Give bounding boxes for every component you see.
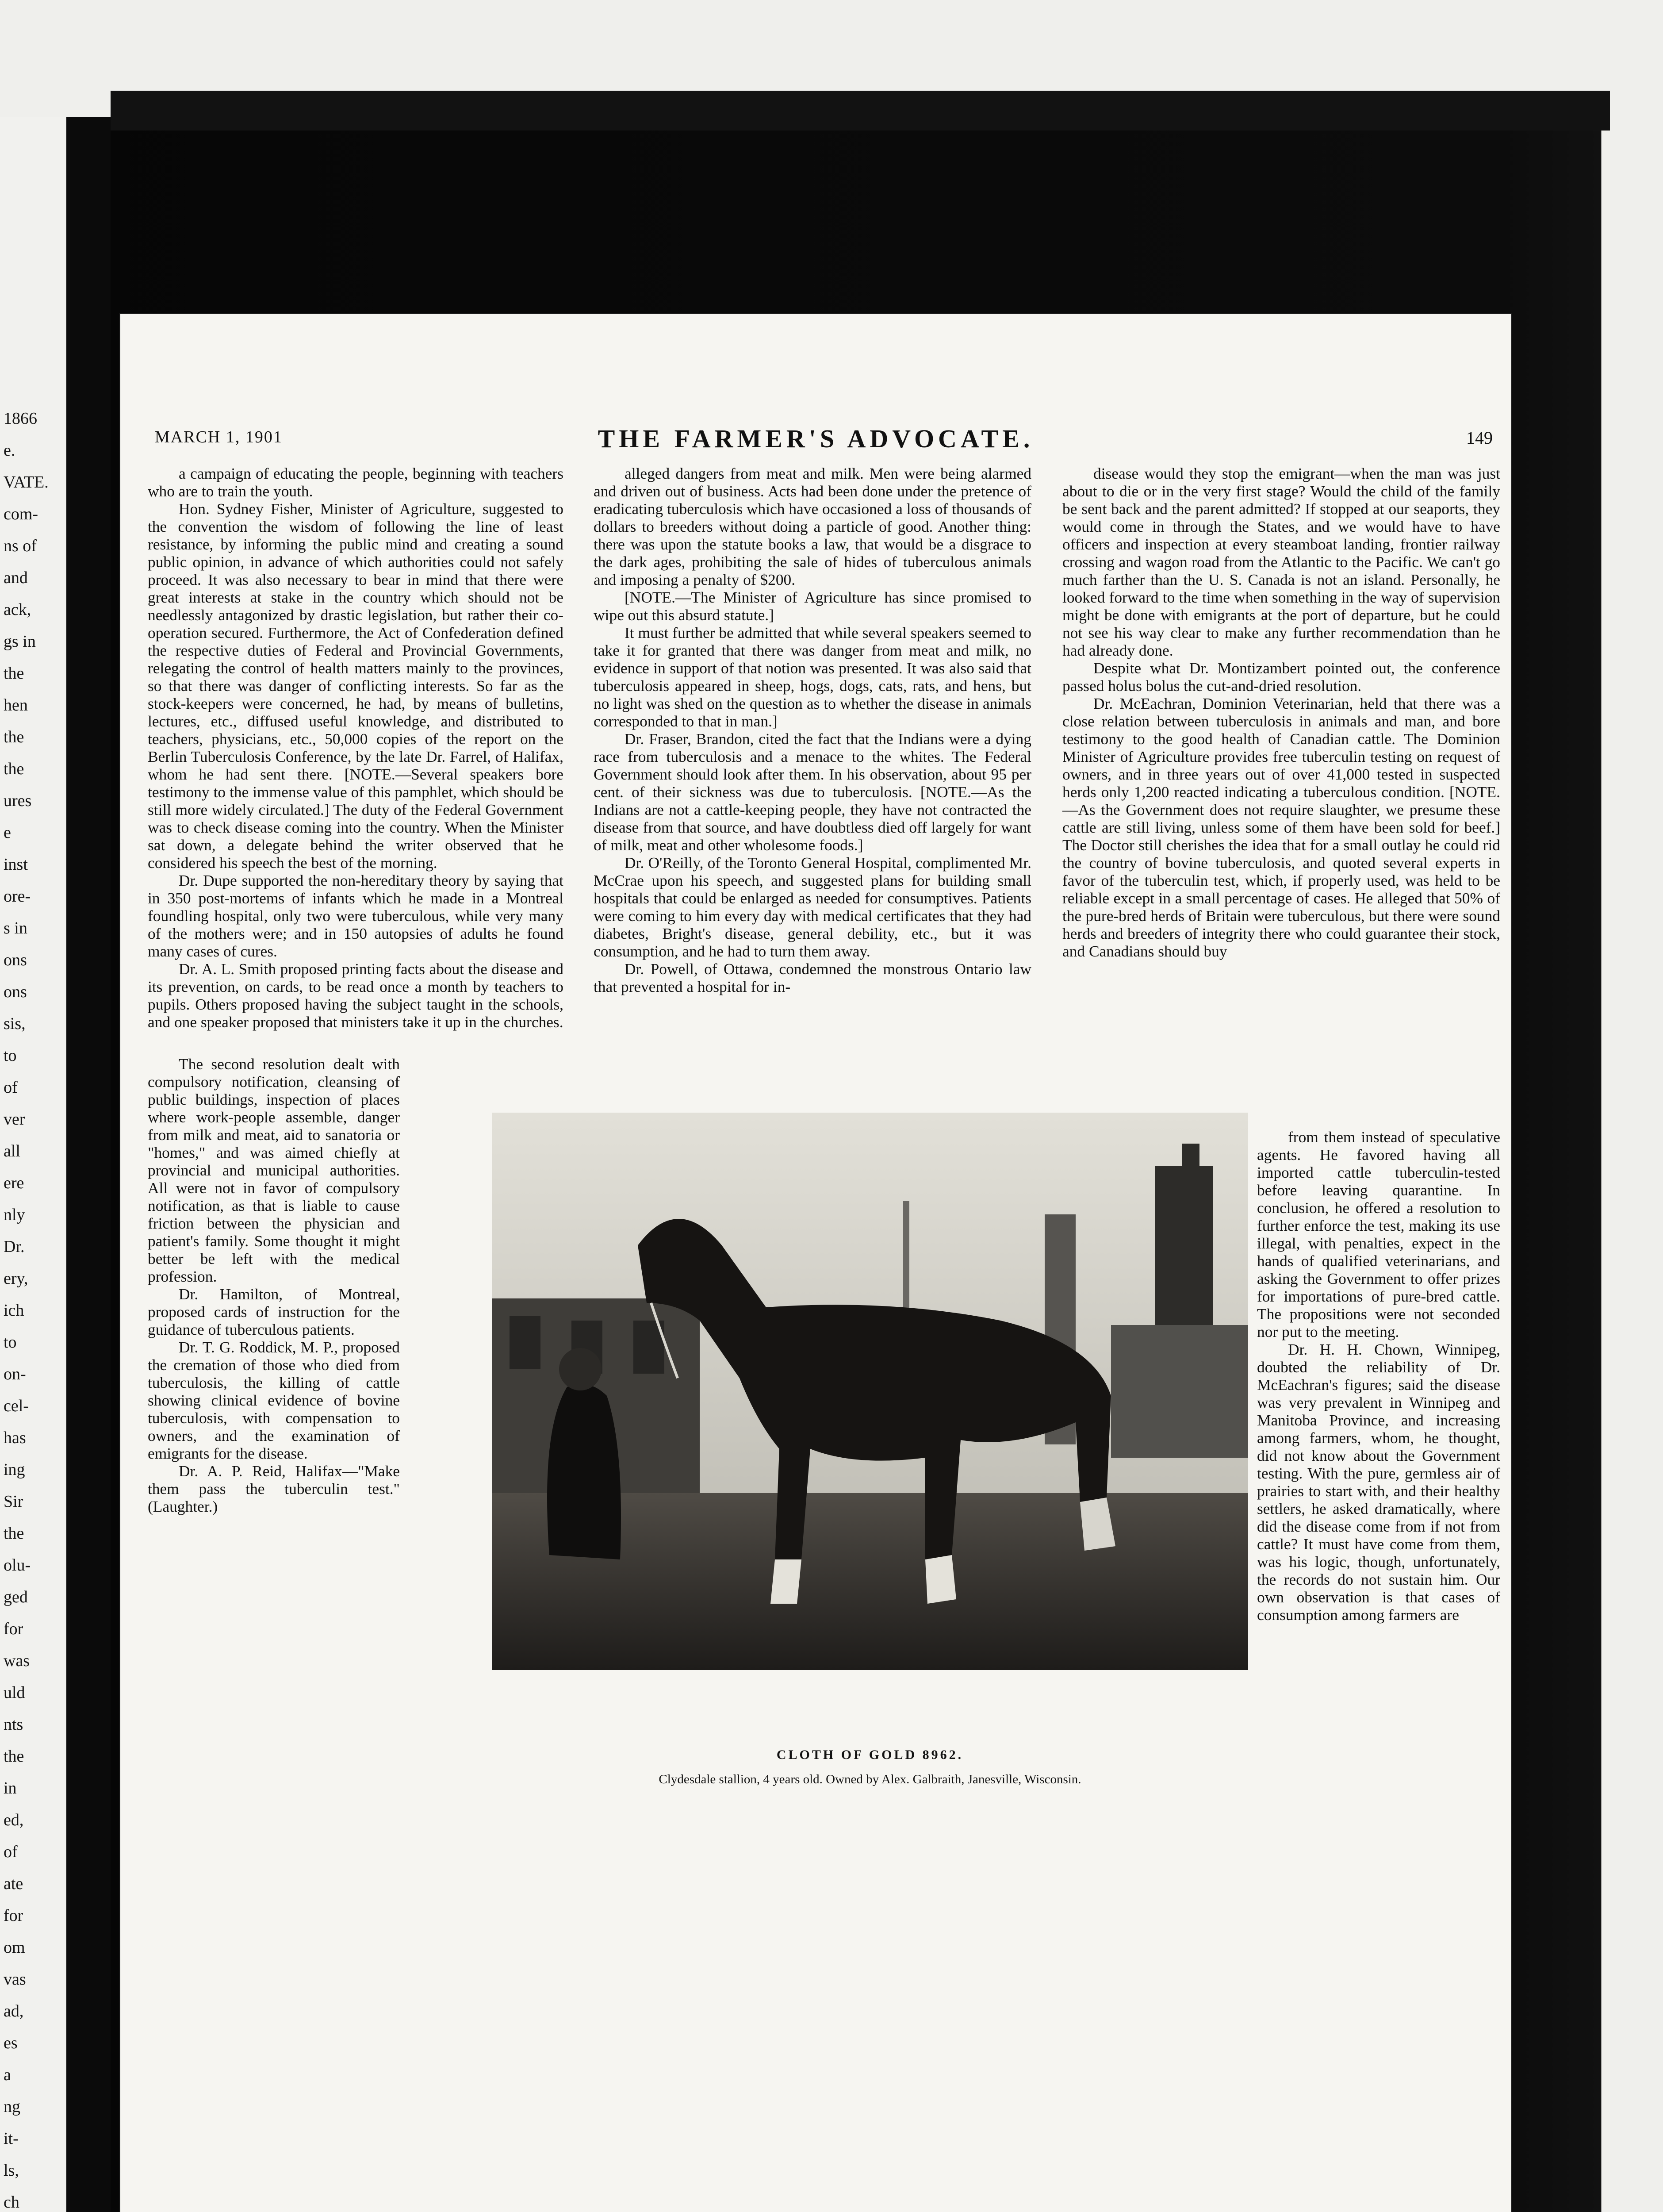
col2-top-paragraph: It must further be admitted that while several speakers seemed to take it for granted that there was danger from meat and milk, no evidence in support of that notion was presented. It was also said that tuberculosis appeared in sheep, hogs, dogs, cats, rats, and hens, but no light was shed on the question as to whether the disease in animals corresponded to that in man.]	[594, 624, 1031, 730]
left-page-fragment: ing	[4, 1460, 25, 1479]
col3-top-paragraph: Despite what Dr. Montizambert pointed out, the conference passed holus bolus the cut-and-dried resolution.	[1062, 659, 1500, 695]
column-2-top	[594, 465, 1031, 995]
left-page-fragment: of	[4, 1843, 18, 1861]
left-page-fragment: has	[4, 1429, 26, 1447]
col3-narrow-paragraph: from them instead of speculative agents. He favored having all imported cattle tuberculin-tested before leaving quarantine. In conclusion, he offered a resolution to further enforce the test, making its use illegal, with penalties, expect in the hands of qualified veterinarians, and asking the Government to offer prizes for importations of pure-bred cattle. The propositions were not seconded nor put to the meeting.	[1257, 1128, 1500, 1340]
left-page-fragment: for	[4, 1906, 23, 1925]
left-page-fragment: uld	[4, 1683, 25, 1702]
left-page-fragment: om	[4, 1938, 25, 1957]
left-page-fragment: and	[4, 568, 28, 587]
left-page-fragment: of	[4, 1078, 18, 1097]
col3-top-paragraph: disease would they stop the emigrant—when the man was just about to die or in the very first stage? Would the child of the family be sent back and the parent admitted? If stopped at our seaports, they would come in through the States, and we would have to have officers and inspection at every steamboat landing, frontier railway crossing and wagon road from the Atlantic to the Pacific. We can't go much farther than the U. S. Canada is not an island. Personally, he looked forward to the time when something in the way of supervision might be done with emigrants at the port of departure, but he could not see his way clear to make any further recommendation than he had already done.	[1062, 465, 1500, 659]
col2-top-paragraph: [NOTE.—The Minister of Agriculture has since promised to wipe out this absurd statute.]	[594, 588, 1031, 624]
left-page-fragment: in	[4, 1779, 17, 1797]
photo-caption	[492, 1747, 1248, 1787]
left-page-fragment: was	[4, 1651, 30, 1670]
left-page-fragment: ver	[4, 1110, 25, 1129]
left-page-fragment: ng	[4, 2097, 20, 2116]
column-3-top	[1062, 465, 1500, 960]
book-gutter	[66, 117, 111, 2212]
left-page-fragment: sis,	[4, 1014, 26, 1033]
col2-top-paragraph: Dr. Fraser, Brandon, cited the fact that the Indians were a dying race from tuberculosis and a menace to the whites. The Federal Government should look after them. In his observation, about 95 per cent. of their sickness was due to tuberculosis. [NOTE.—As the Indians are not a cattle-keeping people, they have not contracted the disease from that source, and have doubtless died off largely for want of milk, meat and other wholesome foods.]	[594, 730, 1031, 854]
left-page-fragment: hen	[4, 696, 28, 714]
left-page-fragment: all	[4, 1142, 20, 1160]
left-page-fragment: on-	[4, 1365, 26, 1383]
previous-page-edge	[0, 117, 75, 2212]
left-page-fragment: e	[4, 823, 11, 842]
left-page-fragment: s in	[4, 919, 27, 937]
stallion-photo	[492, 1113, 1248, 1670]
page-number: 149	[1466, 428, 1493, 448]
col3-narrow-paragraph: Dr. H. H. Chown, Winnipeg, doubted the reliability of Dr. McEachran's figures; said the disease was very prevalent in Winnipeg and Manitoba Province, and increasing among farmers, whom, he thought, did not know about the Government testing. With the pure, germless air of prairies to start with, and their healthy settlers, he asked dramatically, where did the disease come from if not from cattle? It must have come from them, was his logic, though, unfortunately, the records do not sustain him. Our own observation is that cases of consumption among farmers are	[1257, 1340, 1500, 1624]
col1-narrow-paragraph: The second resolution dealt with compulsory notification, cleansing of public buildings, inspection of places where work-people assemble, danger from milk and meat, aid to sanatoria or "homes," and was aimed chiefly at provincial and municipal authorities. All were not in favor of compulsory notification, as that is liable to cause friction between the physician and patient's family. Some thought it might better be left with the medical profession.	[148, 1055, 400, 1285]
left-page-fragment: the	[4, 728, 24, 746]
left-page-fragment: Sir	[4, 1492, 23, 1511]
caption-subtitle: Clydesdale stallion, 4 years old. Owned by Alex. Galbraith, Janesville, Wisconsin.	[659, 1772, 1081, 1786]
left-page-fragment: inst	[4, 855, 28, 874]
column-1-narrow	[148, 1055, 400, 1515]
col2-top-paragraph: Dr. Powell, of Ottawa, condemned the monstrous Ontario law that prevented a hospital for in-	[594, 960, 1031, 995]
left-page-fragment: ch	[4, 2193, 19, 2212]
col1-top-paragraph: Dr. Dupe supported the non-hereditary theory by saying that in 350 post-mortems of infants which he made in a Montreal foundling hospital, only two were tuberculous, while very many of the mothers were; and in 150 autopsies of adults he found many cases of cures.	[148, 872, 563, 960]
col1-narrow-paragraph: Dr. T. G. Roddick, M. P., proposed the cremation of those who died from tuberculosis, the killing of cattle showing clinical evidence of bovine tuberculosis, with compensation to owners, and the examination of emigrants for the disease.	[148, 1338, 400, 1462]
left-page-fragment: nts	[4, 1715, 23, 1734]
col2-top-paragraph: Dr. O'Reilly, of the Toronto General Hospital, complimented Mr. McCrae upon his speech, and suggested plans for building small hospitals that could be enlarged as needed for consumptives. Patients were coming to him every day with medical certificates that they had diabetes, Bright's disease, general debility, etc., but it was consumption, and he had to turn them away.	[594, 854, 1031, 960]
left-page-fragment: 1866	[4, 409, 37, 428]
left-page-fragment: ns of	[4, 537, 37, 555]
issue-date: MARCH 1, 1901	[155, 428, 283, 446]
col1-top-paragraph: a campaign of educating the people, beginning with teachers who are to train the youth.	[148, 465, 563, 500]
left-page-fragment: olu-	[4, 1556, 31, 1575]
left-page-fragment: ate	[4, 1874, 23, 1893]
left-page-fragment: to	[4, 1333, 17, 1352]
left-page-fragment: to	[4, 1046, 17, 1065]
left-page-fragment: ures	[4, 791, 32, 810]
left-page-fragment: the	[4, 1747, 24, 1766]
col1-top-paragraph: Dr. A. L. Smith proposed printing facts about the disease and its prevention, on cards, to be read once a month by teachers to pupils. Others proposed having the subject taught in the schools, and one speaker proposed that ministers take it up in the churches.	[148, 960, 563, 1031]
col1-narrow-paragraph: Dr. A. P. Reid, Halifax—"Make them pass the tuberculin test." (Laughter.)	[148, 1462, 400, 1515]
left-page-fragment: the	[4, 1524, 24, 1543]
left-page-fragment: ich	[4, 1301, 24, 1320]
left-page-fragment: ons	[4, 983, 27, 1001]
col1-top-paragraph: Hon. Sydney Fisher, Minister of Agriculture, suggested to the convention the wisdom of following the line of least resistance, by informing the public mind and creating a sound public opinion, in advance of which authorities could not safely proceed. It was also necessary to bear in mind that there were great interests at stake in the country which should not be needlessly antagonized by drastic legislation, but rather their co-operation secured. Furthermore, the Act of Confederation defined the respective duties of Federal and Provincial Governments, relegating the control of health matters mainly to the provinces, so that there was danger of conflicting interests. So far as the stock-keepers were concerned, he had, by means of bulletins, lectures, etc., diffused useful knowledge, and distributed to teachers, physicians, etc., 50,000 copies of the report on the Berlin Tuberculosis Conference, by the late Dr. Farrel, of Halifax, whom he had sent there. [NOTE.—Several speakers bore testimony to the immense value of this pamphlet, which should be still more widely circulated.] The duty of the Federal Government was to check disease coming into the country. When the Minister sat down, a delegate behind the writer observed that he considered his speech the best of the morning.	[148, 500, 563, 872]
left-page-fragment: ls,	[4, 2161, 19, 2180]
left-page-fragment: gs in	[4, 632, 36, 651]
left-page-fragment: for	[4, 1620, 23, 1638]
left-page-fragment: ere	[4, 1174, 24, 1192]
left-page-fragment: ed,	[4, 1811, 24, 1829]
left-page-fragment: com-	[4, 505, 38, 523]
left-page-fragment: it-	[4, 2129, 19, 2148]
column-1-top	[148, 465, 563, 1031]
left-page-fragment: ore-	[4, 887, 31, 906]
left-page-fragment: ack,	[4, 600, 31, 619]
col1-narrow-paragraph: Dr. Hamilton, of Montreal, proposed cards of instruction for the guidance of tuberculous patients.	[148, 1285, 400, 1338]
col2-top-paragraph: alleged dangers from meat and milk. Men were being alarmed and driven out of business. Acts had been done under the pretence of eradicating tuberculosis which have occasioned a loss of thousands of dollars to breeders without doing a particle of good. Another thing: there was upon the statute books a law, that would be a disgrace to the dark ages, prohibiting the sale of hides of tuberculous animals and imposing a penalty of $200.	[594, 465, 1031, 588]
masthead-title: THE FARMER'S ADVOCATE.	[598, 424, 1034, 453]
left-page-fragment: Dr.	[4, 1237, 25, 1256]
left-page-fragment: ons	[4, 951, 27, 969]
left-page-fragment: a	[4, 2066, 11, 2084]
left-page-fragment: ged	[4, 1588, 28, 1606]
left-page-fragment: es	[4, 2034, 18, 2052]
col3-top-paragraph: Dr. McEachran, Dominion Veterinarian, held that there was a close relation between tuberculosis in animals and man, and bore testimony to the good health of Canadian cattle. The Dominion Minister of Agriculture provides free tuberculin testing on request of owners, and in three years out of over 41,000 tested in suspected herds only 1,200 reacted indicating a tuberculous condition. [NOTE.—As the Government does not require slaughter, we presume these cattle are still living, unless some of them have been sold for beef.] The Doctor still cherishes the idea that for a small outlay he could rid the country of bovine tuberculosis, and quoted several experts in favor of the tuberculin test, which, if properly used, was held to be reliable except in a small percentage of cases. He alleged that 50% of the pure-bred herds of Britain were tuberculous, but there were sound herds and breeders of integrity there who could guarantee their stock, and Canadians should buy	[1062, 695, 1500, 960]
newspaper-page	[120, 314, 1511, 2212]
top-dark-band	[111, 91, 1610, 131]
caption-title: CLOTH OF GOLD 8962.	[776, 1747, 964, 1762]
left-page-fragment: the	[4, 664, 24, 683]
left-page-fragment: ad,	[4, 2002, 24, 2020]
left-page-fragment: cel-	[4, 1397, 29, 1415]
horse-illustration	[492, 1113, 1248, 1670]
left-page-fragment: the	[4, 760, 24, 778]
left-page-fragment: e.	[4, 441, 15, 460]
page-header	[120, 424, 1511, 453]
left-page-fragment: ery,	[4, 1269, 28, 1288]
left-page-fragment: nly	[4, 1206, 25, 1224]
column-3-narrow	[1257, 1128, 1500, 1624]
left-page-fragment: vas	[4, 1970, 26, 1989]
left-page-fragment: VATE.	[4, 473, 49, 492]
